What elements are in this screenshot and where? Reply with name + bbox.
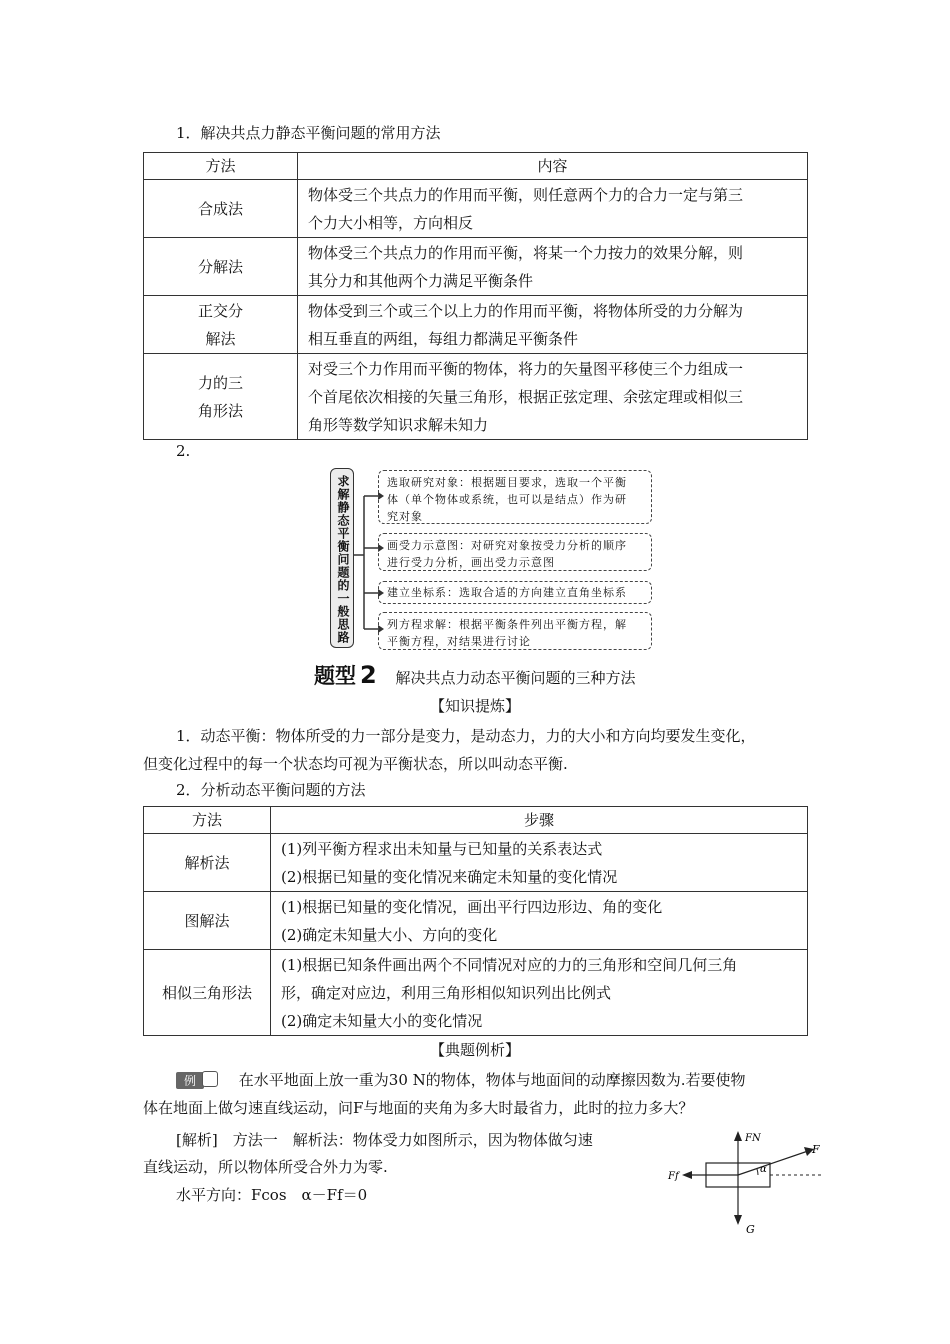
method-cell: 相似三角形法: [144, 950, 271, 1036]
example-line-1: [176, 1069, 746, 1090]
section1-heading: 1．解决共点力静态平衡问题的常用方法: [176, 124, 441, 142]
dynamic-heading: 2．分析动态平衡问题的方法: [176, 781, 366, 799]
method-cell: 力的三 角形法: [144, 354, 298, 440]
dynamic-para-line-1: 1．动态平衡：物体所受的力一部分是变力，是动态力，力的大小和方向均要发生变化，: [176, 727, 756, 745]
flowchart-title-box: [330, 468, 354, 648]
analysis-line-2: 直线运动，所以物体所受合外力为零.: [143, 1158, 388, 1176]
table-row: [144, 834, 808, 892]
topic-number: 2: [360, 661, 377, 689]
analysis-line-1: [解析] 方法一 解析法：物体受力如图所示，因为物体做匀速: [176, 1131, 593, 1149]
example-line-2: 体在地面上做匀速直线运动，问F与地面的夹角为多大时最省力，此时的拉力多大？: [143, 1099, 694, 1117]
table-row: [144, 180, 808, 238]
table-row: [144, 238, 808, 296]
friction-arrow-icon: [682, 1171, 692, 1179]
fn-label: FN: [745, 1133, 761, 1144]
content-cell: 物体受到三个或三个以上力的作用而平衡，将物体所受的力分解为 相互垂直的两组，每组力都满足平衡条件: [298, 296, 808, 354]
table-row: [144, 892, 808, 950]
section2-number: 2.: [176, 442, 191, 460]
steps-cell: (1)列平衡方程求出未知量与已知量的关系表达式 (2)根据已知量的变化情况来确定未知量的变化情况: [271, 834, 808, 892]
content-cell: 物体受三个共点力的作用而平衡，则任意两个力的合力一定与第三 个力大小相等，方向相反: [298, 180, 808, 238]
example-text-1: 在水平地面上放一重为30 N的物体，物体与地面间的动摩擦因数为.若要使物: [238, 1071, 746, 1089]
gravity-arrow-icon: [734, 1215, 742, 1225]
flowchart-step-4: 列方程求解：根据平衡条件列出平衡方程，解 平衡方程，对结果进行讨论: [378, 612, 652, 650]
col-method-header: 方法: [144, 153, 298, 180]
topic2-header: [314, 660, 636, 690]
table-row: [144, 296, 808, 354]
method-cell: 图解法: [144, 892, 271, 950]
col-content-header: 内容: [298, 153, 808, 180]
flowchart-title: 求解静态平衡问题的一般思路: [336, 475, 350, 644]
table-row: [144, 354, 808, 440]
ff-label: Ff: [668, 1171, 679, 1182]
analysis-line-3: 水平方向：Fcos α－Ff＝0: [176, 1186, 368, 1204]
badge-box-icon: [202, 1071, 218, 1087]
flowchart-step-1: 选取研究对象：根据题目要求，选取一个平衡 体（单个物体或系统，也可以是结点）作为研 究对象: [378, 470, 652, 524]
flowchart-step-2: 画受力示意图：对研究对象按受力分析的顺序 进行受力分析，画出受力示意图: [378, 533, 652, 571]
method-cell: 正交分 解法: [144, 296, 298, 354]
steps-cell: (1)根据已知量的变化情况，画出平行四边形边、角的变化 (2)确定未知量大小、方向的变化: [271, 892, 808, 950]
topic-label: 题型: [314, 664, 356, 688]
topic-title: 解决共点力动态平衡问题的三种方法: [395, 669, 636, 687]
col-method-header: 方法: [144, 807, 271, 834]
flowchart-step-3: 建立坐标系：选取合适的方向建立直角坐标系: [378, 581, 652, 604]
example-badge: 例: [176, 1072, 204, 1089]
dynamic-methods-table: [143, 806, 808, 1036]
steps-cell: (1)根据已知条件画出两个不同情况对应的力的三角形和空间几何三角 形，确定对应边，利用三角形相似知识列出比例式 (2)确定未知量大小的变化情况: [271, 950, 808, 1036]
alpha-label: α: [760, 1164, 767, 1175]
dynamic-para-line-2: 但变化过程中的每一个状态均可视为平衡状态，所以叫动态平衡.: [143, 755, 568, 773]
table-header-row: [144, 807, 808, 834]
knowledge-header: 【知识提炼】: [429, 697, 520, 715]
method-cell: 分解法: [144, 238, 298, 296]
table-row: [144, 950, 808, 1036]
table-header-row: [144, 153, 808, 180]
example-header: 【典题例析】: [429, 1041, 520, 1059]
content-cell: 物体受三个共点力的作用而平衡，将某一个力按力的效果分解，则 其分力和其他两个力满足平衡条件: [298, 238, 808, 296]
method-cell: 解析法: [144, 834, 271, 892]
g-label: G: [746, 1223, 755, 1236]
force-diagram: [662, 1125, 832, 1241]
static-methods-table: [143, 152, 808, 440]
normal-force-arrow-icon: [734, 1131, 742, 1141]
content-cell: 对受三个力作用而平衡的物体，将力的矢量图平移使三个力组成一 个首尾依次相接的矢量三角形，根据正弦定理、余弦定理或相似三 角形等数学知识求解未知力: [298, 354, 808, 440]
col-steps-header: 步骤: [271, 807, 808, 834]
method-cell: 合成法: [144, 180, 298, 238]
f-label: F: [812, 1143, 820, 1156]
